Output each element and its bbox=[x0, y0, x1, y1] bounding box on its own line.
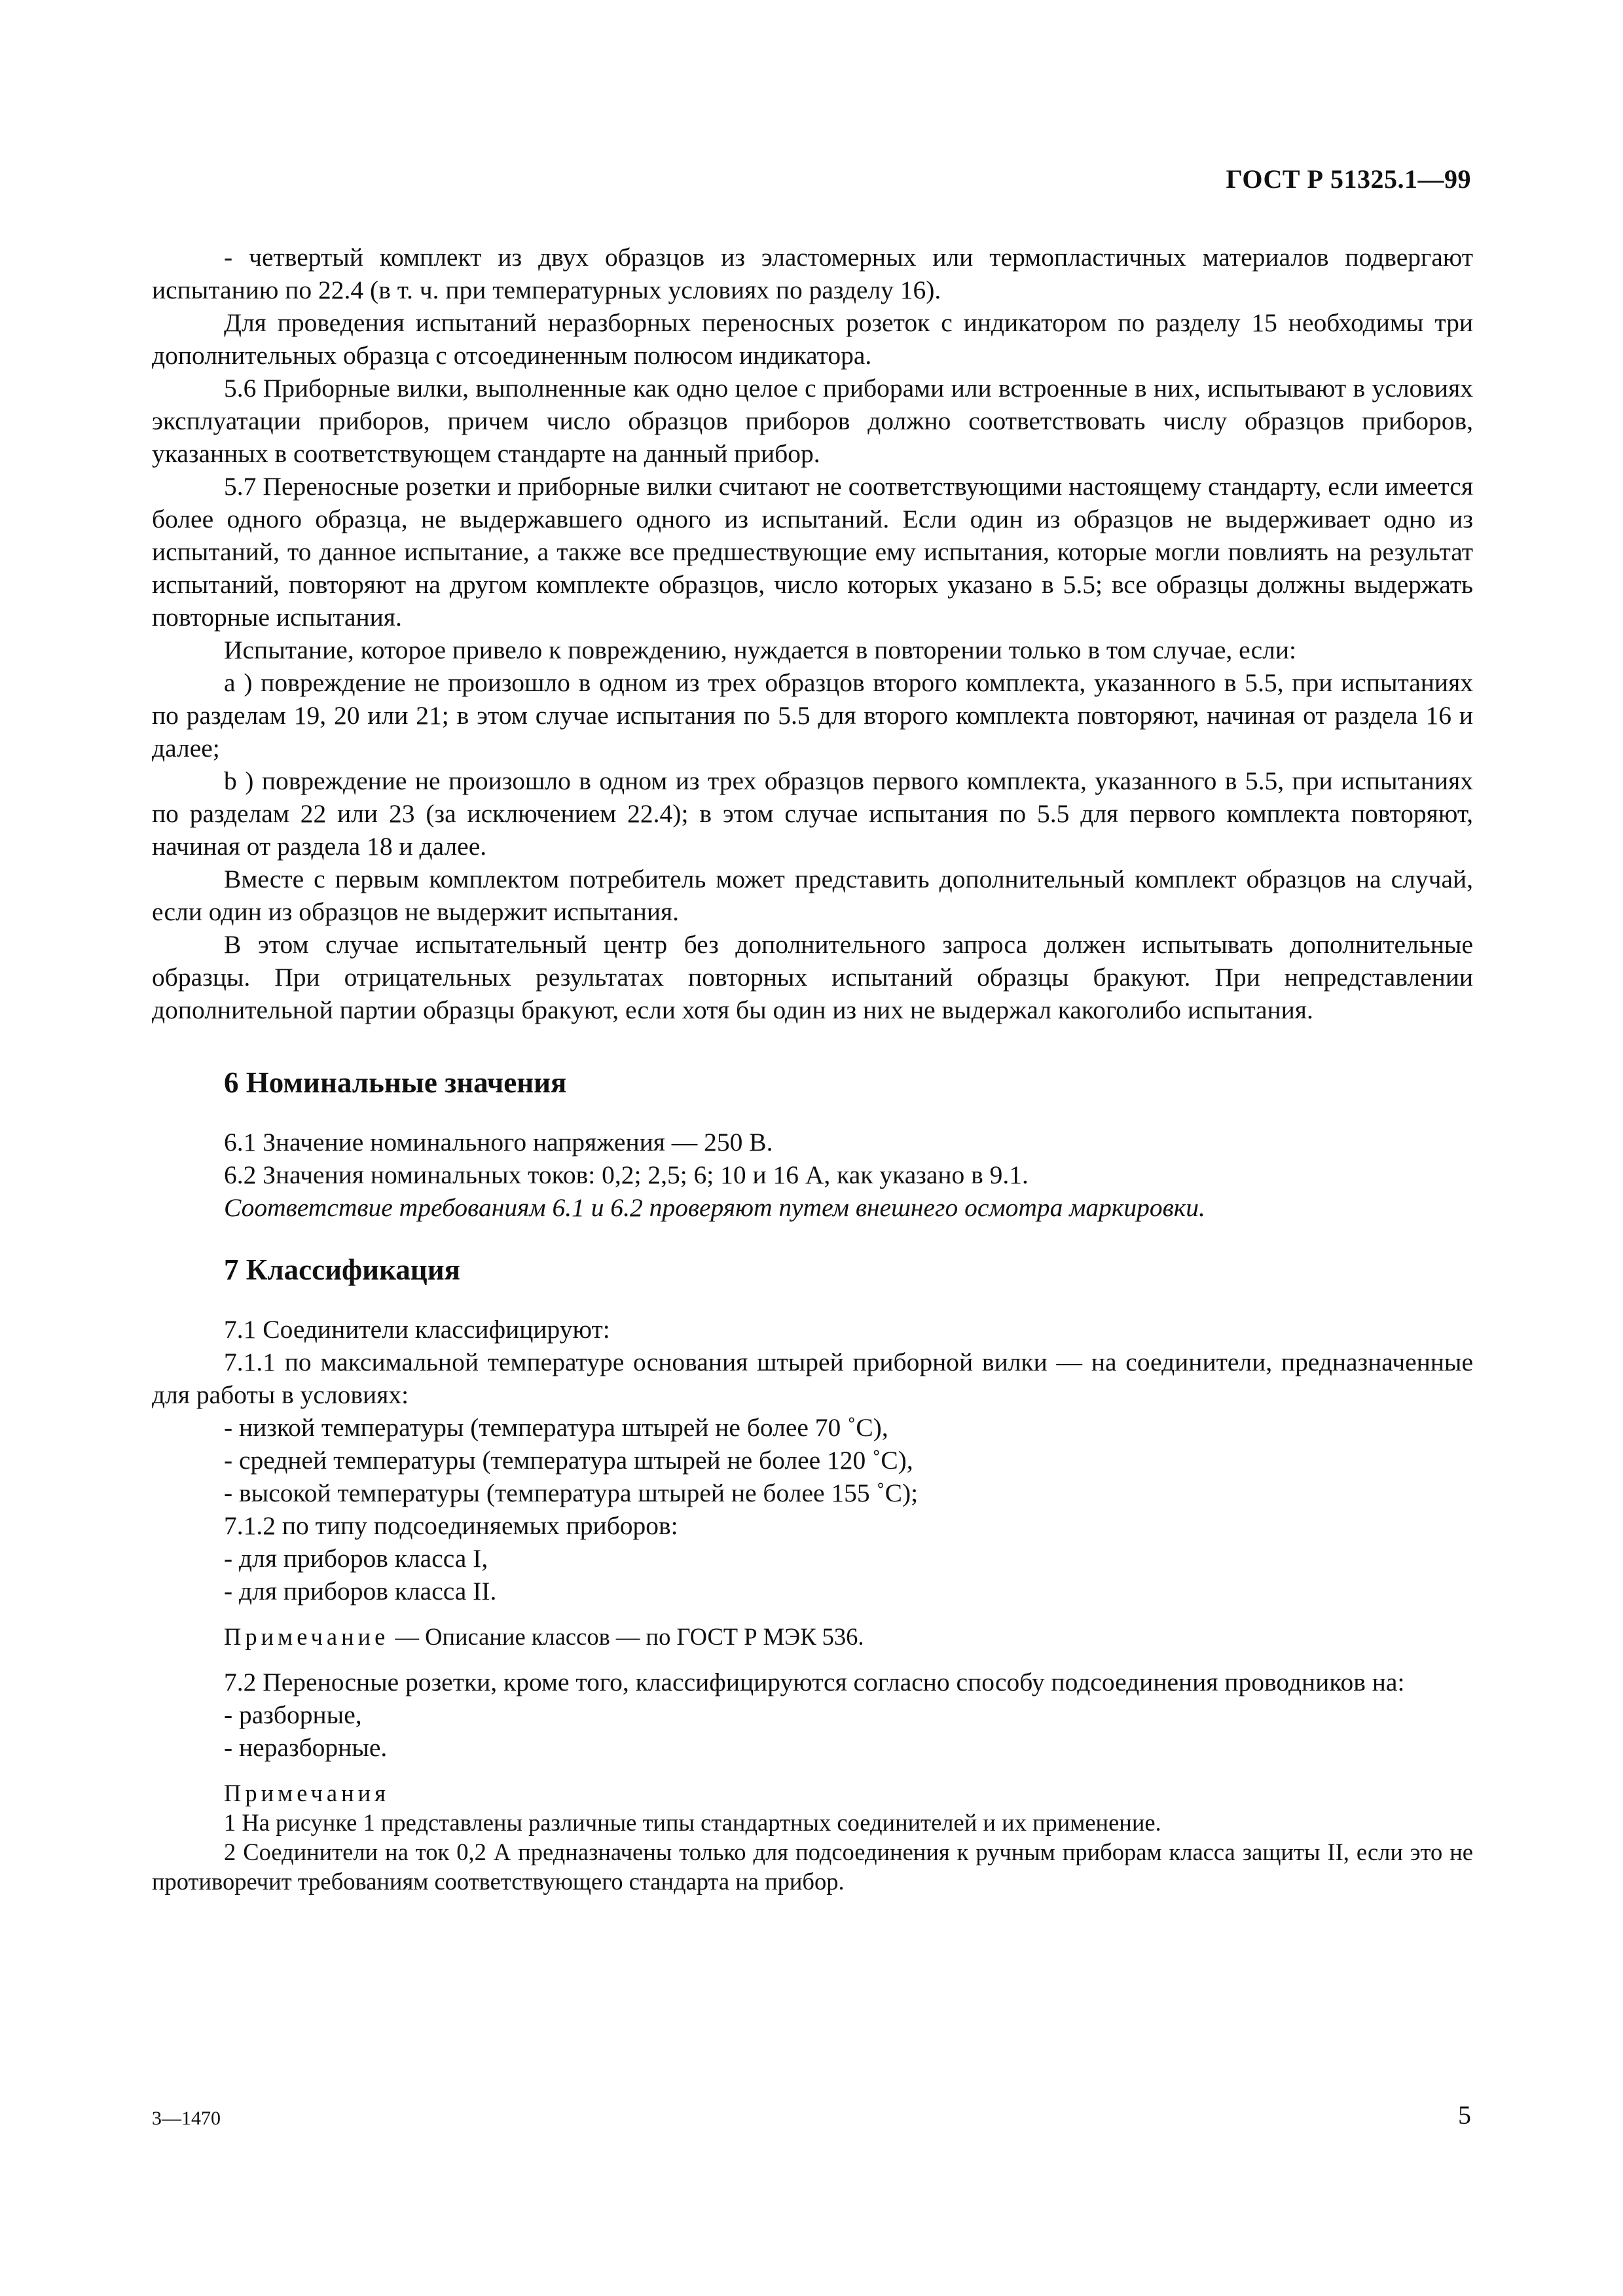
paragraph: 7.1.1 по максимальной температуре основания штырей приборной вилки — на соединители, предназначенные для работы в условиях: bbox=[152, 1348, 1473, 1409]
note-item: 2 Соединители на ток 0,2 А предназначены только для подсоединения к ручным приборам класса защиты II, если это не противоречит требованиям соответствующего стандарта на прибор. bbox=[152, 1839, 1473, 1895]
paragraph: Испытание, которое привело к повреждению, нуждается в повторении только в том случае, если: bbox=[224, 636, 1296, 664]
paragraph: 6.2 Значения номинальных токов: 0,2; 2,5; 6; 10 и 16 А, как указано в 9.1. bbox=[224, 1160, 1029, 1189]
paragraph: 7.2 Переносные розетки, кроме того, классифицируются согласно способу подсоединения проводников на: bbox=[224, 1668, 1405, 1696]
page-number: 5 bbox=[1458, 2100, 1471, 2130]
paragraph: а ) повреждение не произошло в одном из трех образцов второго комплекта, указанного в 5.5, при испытаниях по разделам 19, 20 или 21; в этом случае испытания по 5.5 для второго комплекта повторяют, начиная от раздела 16 и далее; bbox=[152, 668, 1473, 762]
note-item: 1 На рисунке 1 представлены различные типы стандартных соединителей и их применение. bbox=[224, 1809, 1161, 1836]
note-label: Примечание bbox=[224, 1623, 390, 1650]
list-item: - средней температуры (температура штырей не более 120 ˚С), bbox=[224, 1446, 913, 1475]
note bbox=[152, 1622, 1473, 1651]
notes-label: Примечания bbox=[224, 1780, 390, 1806]
section-7-title: 7 Классификация bbox=[224, 1253, 461, 1286]
paragraph: - четвертый комплект из двух образцов из эластомерных или термопластичных материалов подвергают испытанию по 22.4 (в т. ч. при температурных условиях по разделу 16). bbox=[152, 243, 1473, 304]
paragraph: 7.1.2 по типу подсоединяемых приборов: bbox=[224, 1511, 678, 1540]
paragraph: b ) повреждение не произошло в одном из трех образцов первого комплекта, указанного в 5.5, при испытаниях по разделам 22 или 23 (за исключением 22.4); в этом случае испытания по 5.5 для первого комплекта повторяют, начиная от раздела 18 и далее. bbox=[152, 766, 1473, 861]
paragraph: 5.6 Приборные вилки, выполненные как одно целое с приборами или встроенные в них, испытывают в условиях эксплуатации приборов, причем число образцов приборов должно соответствовать числу образцов приборов, указанных в соответствующем стандарте на данный прибор. bbox=[152, 374, 1473, 468]
note-text: — Описание классов — по ГОСТ Р МЭК 536. bbox=[389, 1623, 864, 1650]
list-item: - неразборные. bbox=[224, 1733, 388, 1762]
standard-code-header: ГОСТ Р 51325.1—99 bbox=[1226, 164, 1471, 194]
paragraph: Для проведения испытаний неразборных переносных розеток с индикатором по разделу 15 необходимы три дополнительных образца с отсоединенным полюсом индикатора. bbox=[152, 308, 1473, 370]
paragraph: В этом случае испытательный центр без дополнительного запроса должен испытывать дополнительные образцы. При отрицательных результатах повторных испытаний образцы бракуют. При непредставлении дополнительной партии образцы бракуют, если хотя бы один из них не выдержал какоголибо испытания. bbox=[152, 930, 1473, 1024]
print-code: 3—1470 bbox=[152, 2108, 221, 2129]
list-item: - для приборов класса I, bbox=[224, 1544, 488, 1573]
paragraph: Вместе с первым комплектом потребитель может представить дополнительный комплект образцов на случай, если один из образцов не выдержит испытания. bbox=[152, 865, 1473, 926]
paragraph: 5.7 Переносные розетки и приборные вилки считают не соответствующими настоящему стандарту, если имеется более одного образца, не выдержавшего одного из испытаний. Если один из образцов не выдерживает одно из испытаний, то данное испытание, а также все предшествующие ему испытания, которые могли повлиять на результат испытаний, повторяют на другом комплекте образцов, число которых указано в 5.5; все образцы должны выдержать повторные испытания. bbox=[152, 472, 1473, 632]
paragraph: 6.1 Значение номинального напряжения — 250 В. bbox=[224, 1128, 773, 1157]
paragraph: 7.1 Соединители классифицируют: bbox=[224, 1315, 610, 1344]
section-6-title: 6 Номинальные значения bbox=[224, 1066, 567, 1099]
list-item: - низкой температуры (температура штырей не более 70 ˚С), bbox=[224, 1413, 888, 1442]
italic-paragraph: Соответствие требованиям 6.1 и 6.2 проверяют путем внешнего осмотра маркировки. bbox=[224, 1193, 1205, 1222]
list-item: - высокой температуры (температура штырей не более 155 ˚С); bbox=[224, 1479, 919, 1507]
list-item: - для приборов класса II. bbox=[224, 1577, 497, 1605]
list-item: - разборные, bbox=[224, 1700, 362, 1729]
body-text bbox=[152, 241, 1473, 1896]
